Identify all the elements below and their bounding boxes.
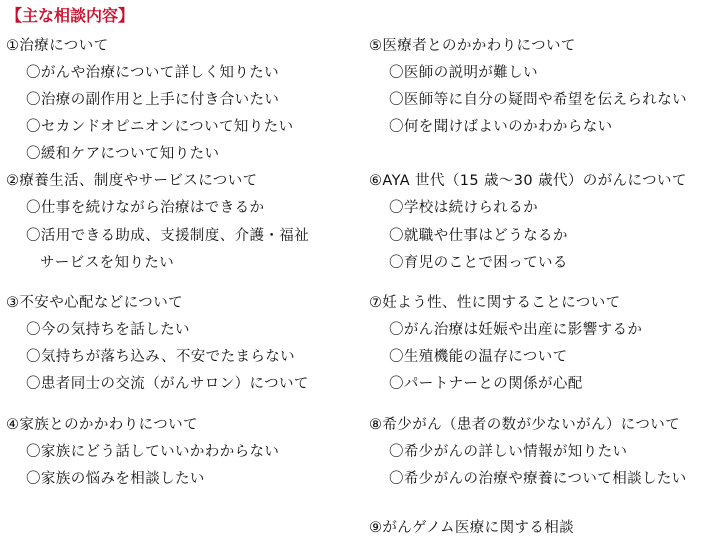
list-item-continuation: サービスを知りたい (40, 255, 175, 271)
list-item: 〇今の気持ちを話したい (26, 322, 190, 338)
section-heading-living: ②療養生活、制度やサービスについて (6, 173, 258, 189)
section-heading-rare-cancer: ⑧希少がん（患者の数が少ないがん）について (369, 417, 681, 433)
list-item: 〇緩和ケアについて知りたい (26, 146, 220, 162)
list-item: 〇セカンドオピニオンについて知りたい (26, 119, 294, 135)
list-item: 〇就職や仕事はどうなるか (389, 228, 568, 244)
list-item: 〇育児のことで困っている (389, 255, 568, 271)
list-item: 〇家族にどう話していいかわからない (26, 444, 280, 460)
section-heading-fertility: ⑦妊よう性、性に関することについて (369, 295, 621, 311)
section-heading-family: ④家族とのかかわりについて (6, 417, 198, 433)
section-heading-anxiety: ③不安や心配などについて (6, 295, 184, 311)
list-item: 〇がんや治療について詳しく知りたい (26, 65, 280, 81)
page-title: 【主な相談内容】 (6, 6, 135, 25)
list-item: 〇何を聞けばよいのかわからない (389, 119, 613, 135)
section-heading-aya: ⑥AYA 世代（15 歳～30 歳代）のがんについて (369, 173, 687, 189)
list-item: 〇医師の説明が難しい (389, 65, 538, 81)
list-item: 〇がん治療は妊娠や出産に影響するか (389, 322, 643, 338)
list-item: 〇希少がんの詳しい情報が知りたい (389, 444, 628, 460)
section-heading-medical-staff: ⑤医療者とのかかわりについて (369, 38, 576, 54)
list-item: 〇活用できる助成、支援制度、介護・福祉 (26, 228, 310, 244)
list-item: 〇希少がんの治療や療養について相談したい (389, 471, 687, 487)
section-heading-treatment: ①治療について (6, 38, 109, 54)
list-item: 〇医師等に自分の疑問や希望を伝えられない (389, 92, 687, 108)
list-item: 〇気持ちが落ち込み、不安でたまらない (26, 349, 296, 365)
list-item: 〇患者同士の交流（がんサロン）について (26, 376, 309, 392)
section-heading-genomic: ⑨がんゲノム医療に関する相談 (369, 520, 575, 536)
list-item: 〇仕事を続けながら治療はできるか (26, 200, 265, 216)
list-item: 〇パートナーとの関係が心配 (389, 376, 583, 392)
list-item: 〇学校は続けられるか (389, 200, 538, 216)
list-item: 〇家族の悩みを相談したい (26, 471, 205, 487)
list-item: 〇生殖機能の温存について (389, 349, 568, 365)
list-item: 〇治療の副作用と上手に付き合いたい (26, 92, 280, 108)
